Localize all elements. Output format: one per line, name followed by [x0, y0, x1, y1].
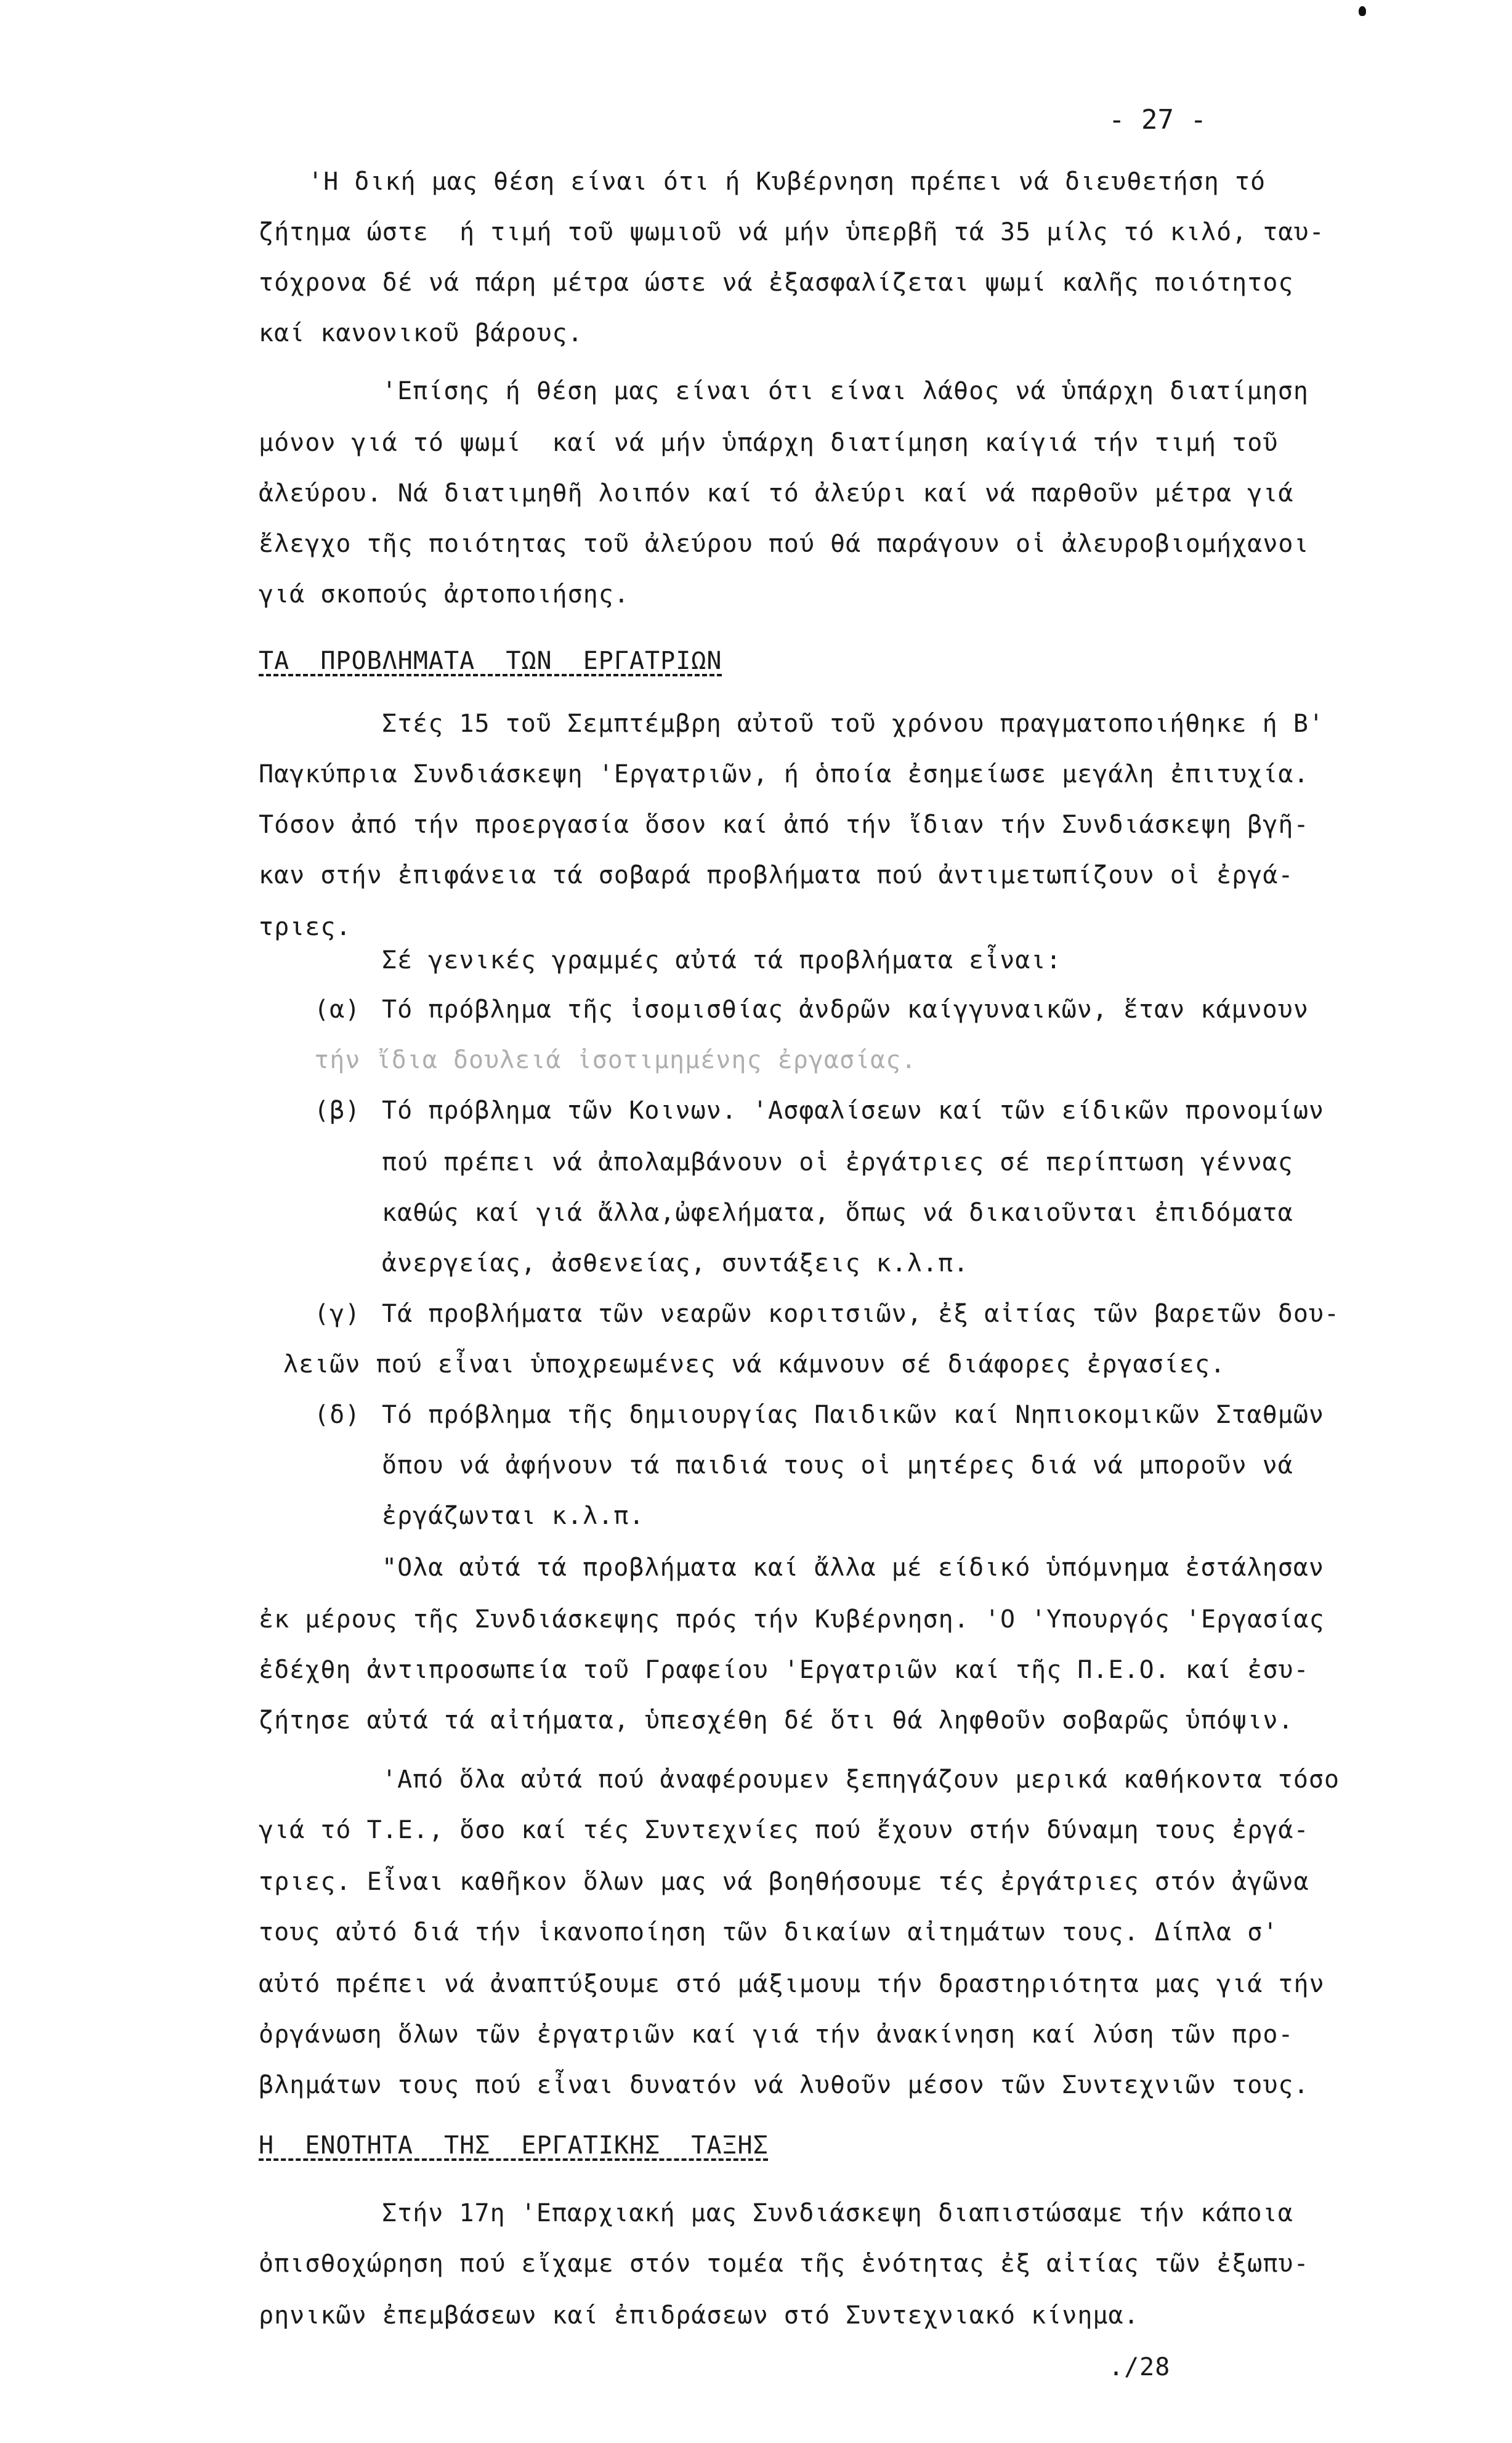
ink-mark	[1359, 6, 1366, 16]
paragraph-line: 'Επίσης ή θέση μας είναι ότι είναι λάθος νά ὑπάρχη διατίμηση	[382, 377, 1309, 405]
list-item-line: Τό πρόβλημα τῆς ἰσομισθίας ἀνδρῶν καίγγυναικῶν, ἕταν κάμνουν	[382, 995, 1309, 1024]
paragraph-line: γιά τό Τ.Ε., ὅσο καί τές Συντεχνίες πού ἔχουν στήν δύναμη τους ἐργά-	[259, 1816, 1309, 1844]
paragraph-line: ἀλεύρου. Νά διατιμηθῆ λοιπόν καί τό ἀλεύρι καί νά παρθοῦν μέτρα γιά	[259, 479, 1294, 508]
paragraph-line: καν στήν ἐπιφάνεια τά σοβαρά προβλήματα πού ἀντιμετωπίζουν οἱ ἐργά-	[259, 861, 1294, 889]
section-heading: Η ΕΝΟΤΗΤΑ ΤΗΣ ΕΡΓΑΤΙΚΗΣ ΤΑΞΗΣ	[259, 2131, 769, 2160]
paragraph-line: ρηνικῶν ἐπεμβάσεων καί ἐπιδράσεων στό Συντεχνιακό κίνημα.	[259, 2301, 1139, 2330]
paragraph-line: 'Από ὅλα αὐτά πού ἀναφέρουμεν ξεπηγάζουν μερικά καθήκοντα τόσο	[382, 1765, 1340, 1794]
list-marker: (δ)	[314, 1401, 361, 1429]
list-item-line: ἀνεργείας, ἀσθενείας, συντάξεις κ.λ.π.	[382, 1249, 969, 1278]
list-item-line: Τό πρόβλημα τῆς δημιουργίας Παιδικῶν καί Νηπιοκομικῶν Σταθμῶν	[382, 1401, 1325, 1429]
paragraph-line: καί κανονικοῦ βάρους.	[259, 319, 583, 347]
list-item-line: ὅπου νά ἀφήνουν τά παιδιά τους οἱ μητέρες διά νά μποροῦν νά	[382, 1451, 1293, 1480]
next-page-marker: ./28	[1109, 2353, 1171, 2381]
list-marker: (β)	[314, 1096, 361, 1125]
section-heading: ΤΑ ΠΡΟΒΛΗΜΑΤΑ ΤΩΝ ΕΡΓΑΤΡΙΩΝ	[259, 647, 722, 675]
list-item-line: Τά προβλήματα τῶν νεαρῶν κοριτσιῶν, ἐξ αἰτίας τῶν βαρετῶν δου-	[382, 1300, 1340, 1328]
list-item-line: πού πρέπει νά ἀπολαμβάνουν οἱ ἐργάτριες σέ περίπτωση γέννας	[382, 1148, 1293, 1177]
list-item-line: Τό πρόβλημα τῶν Κοινων. 'Ασφαλίσεων καί τῶν είδικῶν προνομίων	[382, 1096, 1325, 1125]
paragraph-line: Στές 15 τοῦ Σεμπτέμβρη αὐτοῦ τοῦ χρόνου πραγματοποιήθηκε ή Β'	[382, 710, 1325, 738]
paragraph-line: τόχρονα δέ νά πάρη μέτρα ώστε νά ἐξασφαλίζεται ψωμί καλῆς ποιότητος	[259, 269, 1294, 297]
list-item-line: καθώς καί γιά ἄλλα,ὠφελήματα, ὅπως νά δικαιοῦνται ἐπιδόματα	[382, 1199, 1293, 1227]
paragraph-line: ὀργάνωση ὅλων τῶν ἐργατριῶν καί γιά τήν ἀνακίνηση καί λύση τῶν προ-	[259, 2020, 1294, 2049]
paragraph-line: γιά σκοπούς ἀρτοποιήσης.	[259, 580, 629, 609]
paragraph-line: Στήν 17η 'Επαρχιακή μας Συνδιάσκεψη διαπιστώσαμε τήν κάποια	[382, 2199, 1293, 2227]
paragraph-line: αὐτό πρέπει νά ἀναπτύξουμε στό μάξιμουμ τήν δραστηριότητα μας γιά τήν	[259, 1970, 1325, 1998]
paragraph-line: μόνον γιά τό ψωμί καί νά μήν ὑπάρχη διατίμηση καίγιά τήν τιμή τοῦ	[259, 429, 1279, 457]
paragraph-line: Παγκύπρια Συνδιάσκεψη 'Εργατριῶν, ή ὁποία ἐσημείωσε μεγάλη ἐπιτυχία.	[259, 760, 1309, 788]
paragraph-line: 'Η δική μας θέση είναι ότι ή Κυβέρνηση πρέπει νά διευθετήση τό	[308, 168, 1266, 196]
list-marker: (γ)	[314, 1300, 361, 1328]
list-item-line: λειῶν πού εἶναι ὑποχρεωμένες νά κάμνουν σέ διάφορες ἐργασίες.	[283, 1350, 1226, 1379]
paragraph-line: ζήτησε αὐτά τά αἰτήματα, ὑπεσχέθη δέ ὅτι θά ληφθοῦν σοβαρῶς ὑπόψιν.	[259, 1706, 1294, 1735]
list-item-line: ἐργάζωνται κ.λ.π.	[382, 1502, 645, 1530]
paragraph-line: τριες. Εἶναι καθῆκον ὅλων μας νά βοηθήσουμε τές ἐργάτριες στόν ἀγῶνα	[259, 1868, 1309, 1896]
paragraph-line: ζήτημα ώστε ή τιμή τοῦ ψωμιοῦ νά μήν ὑπερβῆ τά 35 μίλς τό κιλό, ταυ-	[259, 218, 1325, 246]
paragraph-line: ἐκ μέρους τῆς Συνδιάσκεψης πρός τήν Κυβέρνηση. 'Ο 'Υπουργός 'Εργασίας	[259, 1605, 1325, 1634]
paragraph-line: "Ολα αὐτά τά προβλήματα καί ἄλλα μέ είδικό ὑπόμνημα ἐστάλησαν	[382, 1554, 1325, 1582]
paragraph-line: βλημάτων τους πού εἶναι δυνατόν νά λυθοῦν μέσον τῶν Συντεχνιῶν τους.	[259, 2071, 1309, 2099]
paragraph-line: ἔλεγχο τῆς ποιότητας τοῦ ἀλεύρου πού θά παράγουν οἱ ἀλευροβιομήχανοι	[259, 530, 1309, 558]
list-item-line: τήν ἴδια δουλειά ἰσοτιμημένης ἐργασίας.	[283, 1046, 917, 1074]
list-marker: (α)	[314, 995, 361, 1024]
page-number: - 27 -	[1109, 104, 1207, 136]
paragraph-line: τριες.	[259, 913, 352, 941]
paragraph-line: Τόσον ἀπό τήν προεργασία ὅσον καί ἀπό τήν ἴδιαν τήν Συνδιάσκεψη βγῆ-	[259, 811, 1309, 839]
paragraph-line: ὀπισθοχώρηση πού εἴχαμε στόν τομέα τῆς ἑνότητας ἐξ αἰτίας τῶν ἐξωπυ-	[259, 2250, 1309, 2278]
paragraph-line: τους αὐτό διά τήν ἱκανοποίηση τῶν δικαίων αἰτημάτων τους. Δίπλα σ'	[259, 1918, 1279, 1947]
paragraph-line: ἐδέχθη ἀντιπροσωπεία τοῦ Γραφείου 'Εργατριῶν καί τῆς Π.Ε.Ο. καί ἐσυ-	[259, 1656, 1309, 1684]
list-intro: Σέ γενικές γραμμές αὐτά τά προβλήματα εἶναι:	[382, 946, 1062, 974]
